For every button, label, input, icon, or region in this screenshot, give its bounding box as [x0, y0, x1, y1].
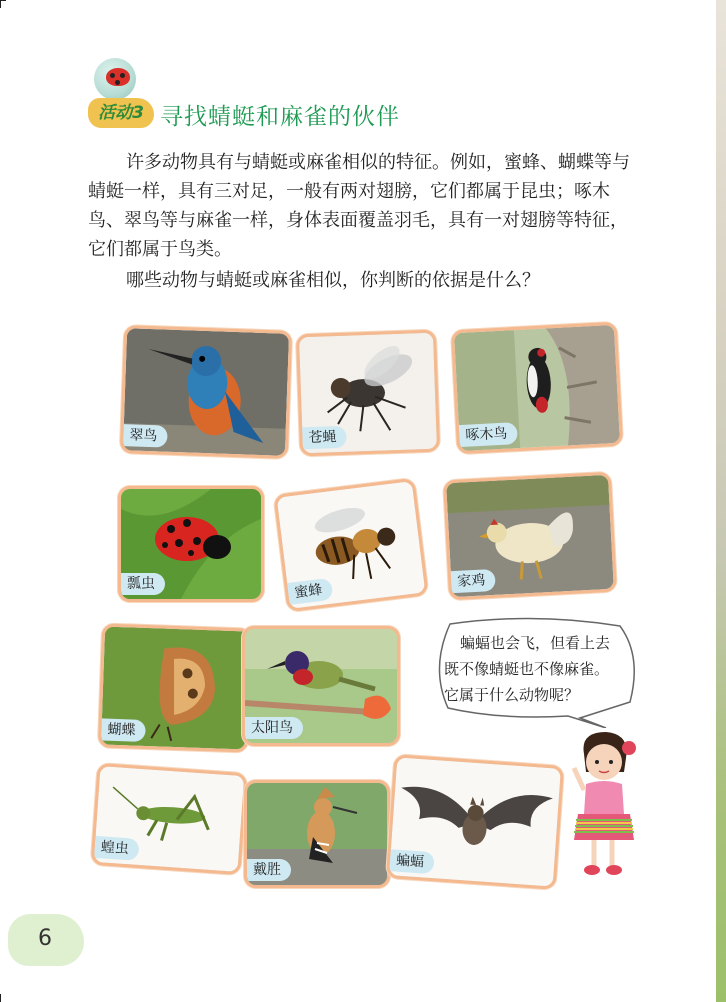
activity-badge [88, 58, 154, 124]
girl-illustration [566, 728, 640, 880]
card-label: 蝙蝠 [386, 849, 435, 874]
photo-card-hoopoe [244, 780, 390, 888]
photo-card-woodpecker [451, 322, 623, 455]
card-label: 啄木鸟 [455, 422, 518, 447]
photo-card-ladybug [118, 486, 264, 602]
intro-paragraph: 许多动物具有与蜻蜓或麻雀相似的特征。例如，蜜蜂、蝴蝶等与蜻蜓一样，具有三对足，一般有两对翅膀，它们都属于昆虫；啄木鸟、翠鸟等与麻雀一样，身体表面覆盖羽毛，具有一对翅膀等特征，它们都属于鸟类。 [88, 152, 630, 260]
bubble-line: 既不像蜻蜓也不像麻雀。 [444, 660, 610, 678]
card-label: 家鸡 [447, 569, 496, 593]
bubble-line: 蝙蝠也会飞，但看上去 [460, 634, 611, 652]
activity-title: 寻找蜻蜓和麻雀的伙伴 [160, 104, 400, 130]
card-label: 蝴蝶 [98, 718, 146, 742]
photo-card-chicken [443, 472, 617, 601]
ladybird-icon [106, 68, 130, 86]
card-label: 苍蝇 [298, 426, 347, 450]
card-label: 太阳鸟 [242, 717, 303, 739]
photo-card-sunbird [242, 626, 400, 746]
question-paragraph: 哪些动物与蜻蜓或麻雀相似，你判断的依据是什么？ [126, 270, 540, 291]
card-label: 蜜蜂 [283, 578, 333, 606]
card-label: 瓢虫 [118, 573, 165, 595]
page-edge-decoration [716, 0, 726, 1002]
speech-bubble-text [444, 630, 634, 708]
card-label: 蝗虫 [91, 836, 140, 861]
photo-card-fly [296, 330, 440, 457]
photo-card-bee [273, 478, 428, 612]
bubble-line: 它属于什么动物呢？ [444, 686, 580, 704]
photo-card-butterfly [98, 623, 252, 752]
page-number: 6 [38, 926, 52, 951]
card-label: 翠鸟 [120, 424, 168, 448]
card-label: 戴胜 [244, 859, 291, 881]
activity-badge-label: 活动3 [88, 98, 154, 128]
photo-card-locust [91, 763, 248, 875]
photo-card-bat [386, 754, 564, 890]
photo-card-kingfisher [120, 325, 292, 459]
